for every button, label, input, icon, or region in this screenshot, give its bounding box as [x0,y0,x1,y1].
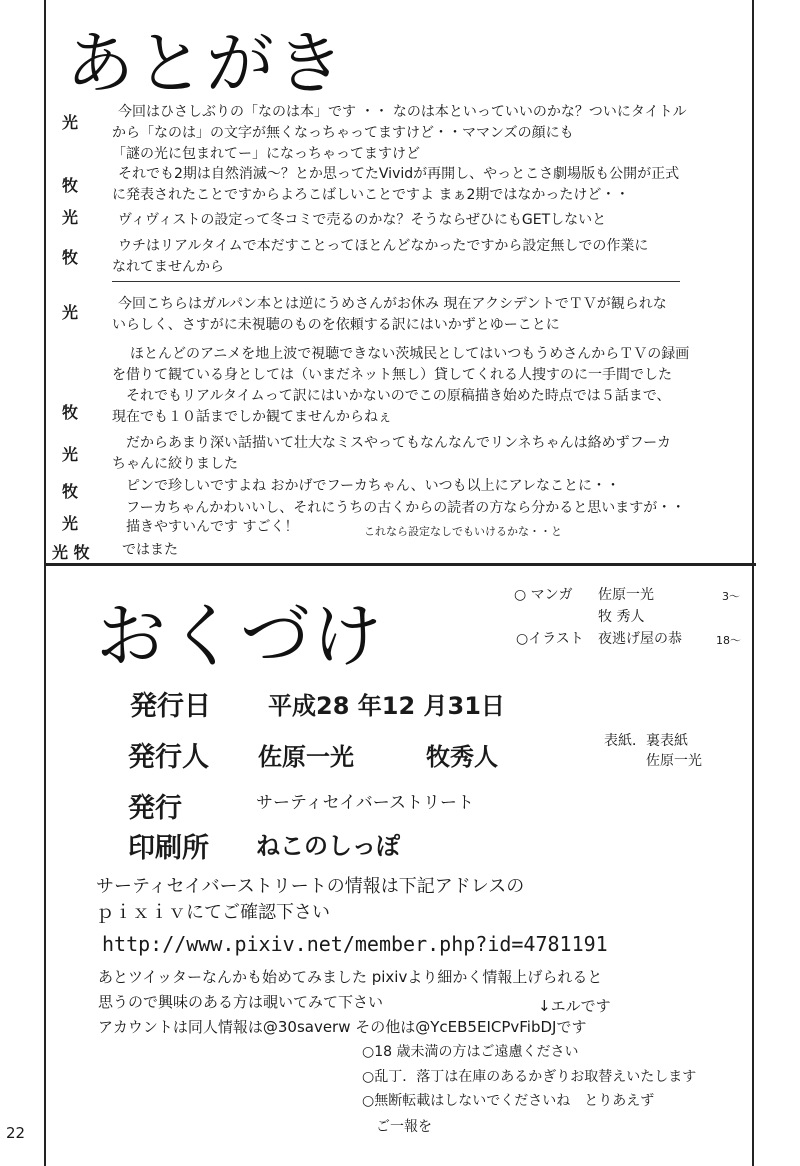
speaker-label: 牧 [62,176,79,195]
afterword-title: あとがき [66,25,347,104]
twitter-arrow-note: ↓エルです [538,997,611,1015]
text-line: それでも2期は自然消滅～？とか思ってたVividが再開し、やっとこさ劇場版も公開が正式 [118,166,680,182]
notice-item: ○18 歳未満の方はご遠慮ください [362,1044,579,1060]
printer-value: ねこのしっぽ [256,832,400,860]
credit-name: 牧 秀人 [598,609,645,625]
text-line: 描きやすいんです すごく！ [126,519,299,535]
info-line: ｐｉｘｉｖにてご確認下さい [96,902,330,923]
page-number: 22 [6,1124,26,1142]
text-line: 今回こちらはガルパン本とは逆にうめさんがお休み 現在アクシデントでＴＶが観られな [118,296,667,312]
speaker-label: 光 [62,303,79,322]
notice-item: ○無断転載はしないでくださいね とりあえず [362,1093,655,1109]
twitter-account-line: アカウントは同人情報は@30saverw その他は@YcEB5EICPvFibDJです [98,1018,587,1036]
publisher-value: 佐原一光 牧秀人 [258,743,498,771]
cover-name: 佐原一光 [646,753,702,769]
credit-role: ○イラスト [516,631,584,647]
text-line: ヴィヴィストの設定って冬コミで売るのかな？そうならぜひにもGETしないと [118,212,607,228]
twitter-line: あとツイッターなんかも始めてみました pixivより細かく情報上げられると [98,968,603,986]
issue-date-value: 平成28 年12 月31日 [268,692,505,720]
text-line: 現在でも１０話までしか観てませんからねぇ [112,409,392,425]
notice-item: ご一報を [376,1119,432,1135]
speaker-label: 光 [62,113,79,132]
text-line: いらしく、さすがに未視聴のものを依頼する訳にはいかずとゆーことに [112,317,560,333]
text-separator [112,281,680,282]
text-line: を借りて観ている身としては（いまだネット無し）貸してくれる人捜すのに一手間でした [112,367,672,383]
text-line: ウチはリアルタイムで本だすことってほとんどなかったですから設定無しでの作業に [118,238,649,254]
speaker-label: 光 [62,514,79,533]
text-line: それでもリアルタイムって訳にはいかないのでこの原稿描き始めた時点では５話まで、 [126,388,671,404]
speaker-label: 光 牧 [52,543,90,562]
text-line: なれてませんから [112,259,224,275]
text-line: 今回はひさしぶりの「なのは本」です ・・ なのは本といっていいのかな？ついにタイトル [118,104,687,120]
credit-name: 佐原一光 [598,587,654,603]
credit-pages: 3～ [722,590,740,603]
publisher-label: 発行人 [128,742,209,773]
text-line: フーカちゃんかわいいし、それにうちの古くからの読者の方なら分かると思いますが・・ [126,500,686,516]
credit-pages: 18～ [716,634,741,647]
text-line: ほとんどのアニメを地上波で視聴できない茨城民としてはいつもうめさんからＴＶの録画 [130,346,690,362]
cover-label: 表紙．裏表紙 [604,733,688,749]
text-line: から「なのは」の文字が無くなっちゃってますけど・・ママンズの顔にも [112,125,574,141]
pixiv-url-link[interactable]: http://www.pixiv.net/member.php?id=4781191 [102,932,608,956]
info-line: サーティセイバーストリートの情報は下記アドレスの [96,876,525,897]
speaker-label: 牧 [62,403,79,422]
text-line: ちゃんに絞りました [112,456,238,472]
colophon-title: おくづけ [96,595,384,677]
text-line: ピンで珍しいですよね おかげでフーカちゃん、いつも以上にアレなことに・・ [126,478,621,494]
text-line: だからあまり深い話描いて壮大なミスやってもなんなんでリンネちゃんは絡めずフーカ [126,435,671,451]
notice-item: ○乱丁．落丁は在庫のあるかぎりお取替えいたします [362,1069,697,1085]
printer-label: 印刷所 [128,833,209,864]
issuer-label: 発行 [128,793,182,824]
text-line: に発表されたことですからよろこばしいことですよ まぁ2期ではなかったけど・・ [112,187,630,203]
speaker-label: 光 [62,445,79,464]
text-line: ではまた [122,542,178,558]
speaker-label: 光 [62,208,79,227]
aside-note: これなら設定なしでもいけるかな・・と [364,525,562,538]
speaker-label: 牧 [62,248,79,267]
credit-role: ○ マンガ [514,587,573,603]
twitter-line: 思うので興味のある方は覗いてみて下さい [98,993,384,1011]
speaker-label: 牧 [62,482,79,501]
issuer-value: サーティセイバーストリート [256,793,474,813]
text-line: 「謎の光に包まれてー」になっちゃってますけど [112,146,420,162]
section-divider [44,563,756,566]
issue-date-label: 発行日 [130,691,211,722]
credit-name: 夜逃げ屋の恭 [598,631,682,647]
